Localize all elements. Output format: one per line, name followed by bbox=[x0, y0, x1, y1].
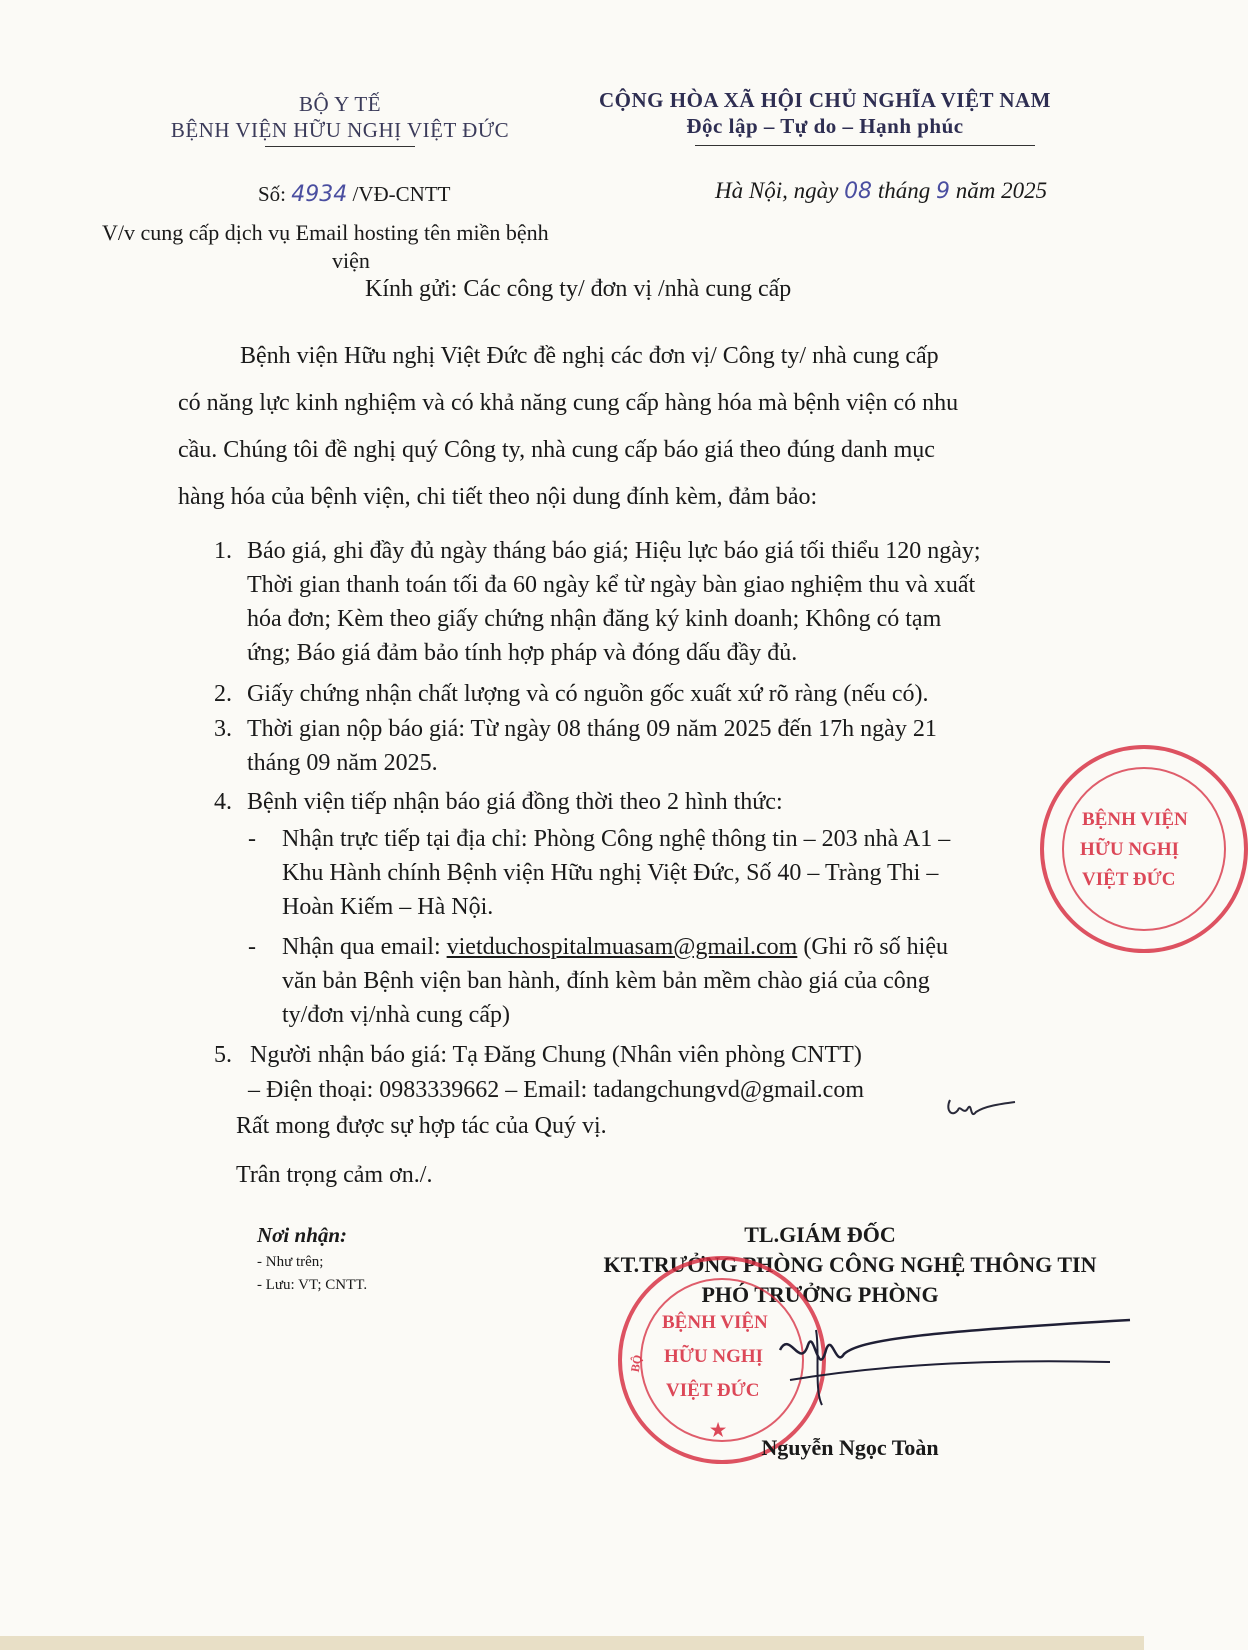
ministry-name: BỘ Y TẾ bbox=[298, 92, 382, 116]
subject-line-1: V/v cung cấp dịch vụ Email hosting tên miền bệnh bbox=[102, 220, 549, 245]
signature-line-2: KT.TRƯỞNG PHÒNG CÔNG NGHỆ THÔNG TIN bbox=[603, 1252, 1097, 1277]
handwritten-signature bbox=[770, 1310, 1140, 1420]
recipient: Kính gửi: Các công ty/ đơn vị /nhà cung cấp bbox=[365, 276, 792, 302]
place-date: Hà Nội, ngày 08 tháng 9 năm 2025 bbox=[715, 178, 1048, 204]
month-handwritten: 9 bbox=[935, 179, 950, 204]
initials-mark bbox=[940, 1090, 1020, 1126]
signature-line-1: TL.GIÁM ĐỐC bbox=[744, 1222, 896, 1247]
closing-line-2: Trân trọng cảm ơn./. bbox=[236, 1162, 433, 1188]
day-handwritten: 08 bbox=[844, 179, 873, 204]
official-stamp: BỆNH VIỆN HỮU NGHỊ VIỆT ĐỨC BỘ ★ bbox=[618, 1256, 826, 1464]
country-name: CỘNG HÒA XÃ HỘI CHỦ NGHĨA VIỆT NAM bbox=[598, 88, 1052, 112]
document-number: Số: 4934 /VĐ-CNTT bbox=[258, 182, 451, 207]
scan-edge bbox=[0, 1636, 1144, 1650]
contact-line: – Điện thoại: 0983339662 – Email: tadangchungvd@gmail.com bbox=[248, 1077, 864, 1103]
hospital-underline bbox=[265, 146, 415, 147]
signature-line-3: PHÓ TRƯỞNG PHÒNG bbox=[701, 1282, 939, 1307]
signer-name: Nguyễn Ngọc Toàn bbox=[761, 1435, 939, 1460]
closing-line-1: Rất mong được sự hợp tác của Quý vị. bbox=[236, 1113, 607, 1139]
hospital-name: BỆNH VIỆN HỮU NGHỊ VIỆT ĐỨC bbox=[170, 118, 510, 142]
stamp-star-icon: ★ bbox=[710, 1420, 727, 1440]
subject-line-2: viện bbox=[332, 248, 370, 273]
recipient-2: - Lưu: VT; CNTT. bbox=[257, 1277, 368, 1293]
recipients-title: Nơi nhận: bbox=[257, 1223, 348, 1247]
motto: Độc lập – Tự do – Hạnh phúc bbox=[686, 114, 964, 138]
email-link[interactable]: vietduchospitalmuasam@gmail.com bbox=[446, 934, 798, 960]
body-line-4: hàng hóa của bệnh viện, chi tiết theo nội dung đính kèm, đảm bảo: bbox=[178, 484, 818, 510]
body-line-1: Bệnh viện Hữu nghị Việt Đức đề nghị các đơn vị/ Công ty/ nhà cung cấp bbox=[240, 343, 939, 369]
number-handwritten: 4934 bbox=[291, 182, 348, 207]
motto-underline bbox=[695, 145, 1035, 146]
recipient-1: - Như trên; bbox=[257, 1254, 324, 1270]
body-line-2: có năng lực kinh nghiệm và có khả năng cung cấp hàng hóa mà bệnh viện có nhu bbox=[178, 390, 959, 416]
edge-stamp: BỆNH VIỆN HỮU NGHỊ VIỆT ĐỨC bbox=[1040, 745, 1248, 953]
body-line-3: cầu. Chúng tôi đề nghị quý Công ty, nhà cung cấp báo giá theo đúng danh mục bbox=[178, 437, 935, 463]
